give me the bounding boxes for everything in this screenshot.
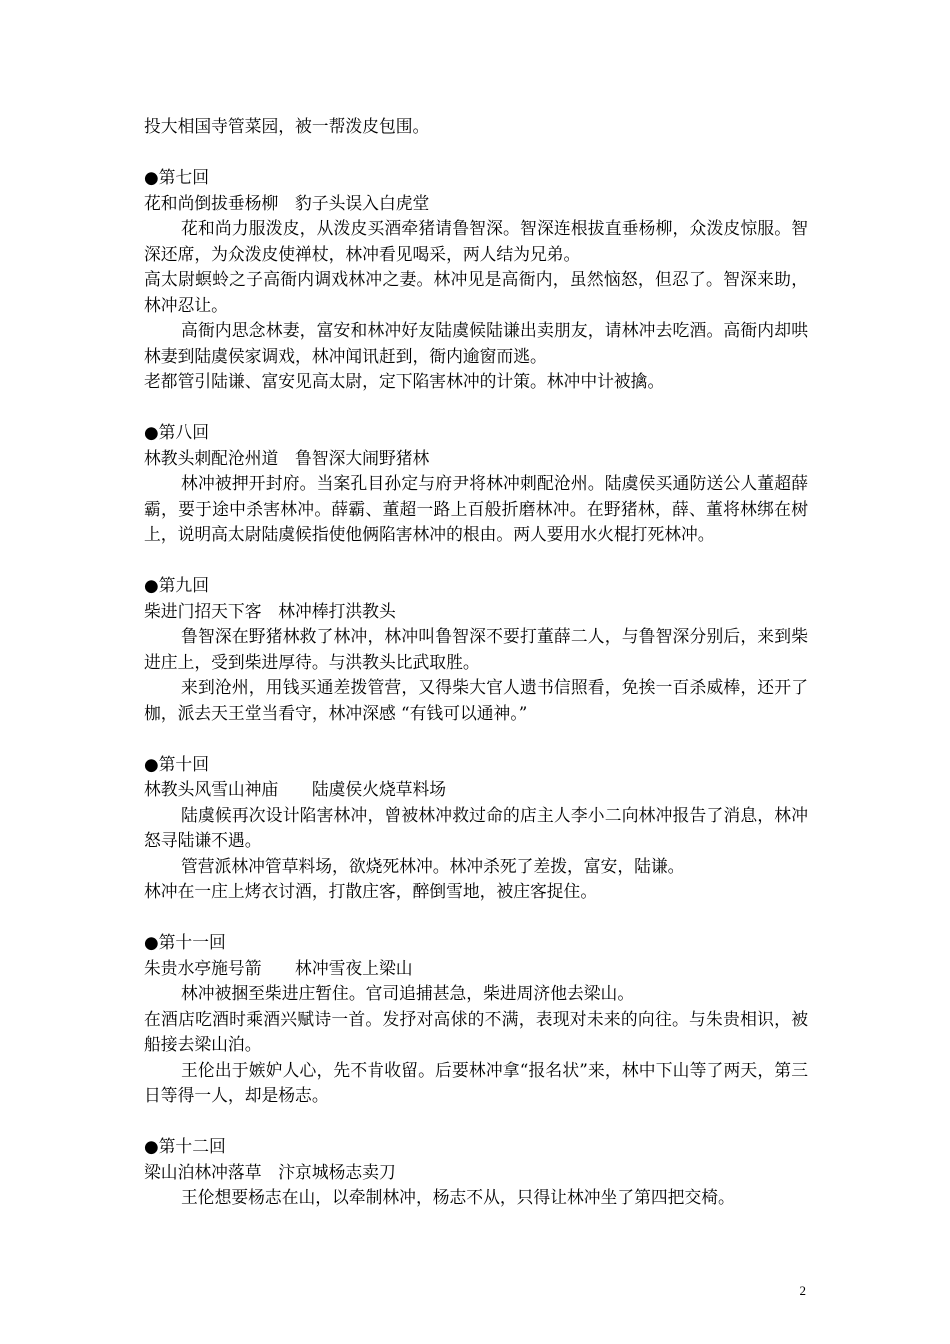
section-gap: [144, 905, 808, 931]
chapter-number: ●第七回: [144, 167, 209, 187]
chapter-title: 柴进门招天下客 林冲棒打洪教头: [144, 600, 396, 621]
chapter-section: [144, 1134, 808, 1211]
chapter-paragraph: 王伦出于嫉妒人心，先不肯收留。后要林冲拿“报名状”来，林中下山等了两天，第三日等得一人，却是杨志。: [144, 1059, 808, 1105]
chapter-paragraph: 鲁智深在野猪林救了林冲，林冲叫鲁智深不要打董薛二人，与鲁智深分别后，来到柴进庄上，受到柴进厚待。与洪教头比武取胜。: [144, 626, 808, 672]
chapter-section: [144, 930, 808, 1109]
chapter-paragraph: 林冲在一庄上烤衣讨酒，打散庄客，醉倒雪地，被庄客捉住。: [144, 881, 598, 901]
chapter-title: 林教头风雪山神庙 陆虞侯火烧草料场: [144, 779, 447, 799]
chapter-paragraph: 管营派林冲管草料场，欲烧死林冲。林冲杀死了差拨，富安，陆谦。: [181, 855, 685, 876]
chapter-number: ●第九回: [144, 575, 209, 595]
chapter-paragraph: 来到沧州，用钱买通差拨管营，又得柴大官人遗书信照看，免挨一百杀威棒，还开了枷，派去天王堂当看守，林冲深感 “有钱可以通神。”: [144, 677, 808, 723]
chapter-paragraph: 高衙内思念林妻，富安和林冲好友陆虞候陆谦出卖朋友，请林冲去吃酒。高衙内却哄林妻到陆虞侯家调戏，林冲闻讯赶到，衙内逾窗而逃。: [144, 320, 808, 366]
chapter-title: 梁山泊林冲落草 汴京城杨志卖刀: [144, 1161, 396, 1182]
chapter-number: ●第八回: [144, 422, 209, 442]
chapter-number: ●第十二回: [144, 1136, 226, 1156]
chapter-paragraph: 在酒店吃酒时乘酒兴赋诗一首。发抒对高俅的不满，表现对未来的向往。与朱贵相识，被船接去梁山泊。: [144, 1008, 808, 1054]
intro-line: 投大相国寺管菜园，被一帮泼皮包围。: [144, 116, 430, 136]
chapter-number: ●第十回: [144, 753, 209, 774]
chapter-list: [144, 165, 808, 1211]
chapter-title: 花和尚倒拔垂杨柳 豹子头误入白虎堂: [144, 192, 430, 213]
chapter-title: 朱贵水亭施号箭 林冲雪夜上梁山: [144, 957, 413, 978]
document-body: [144, 114, 808, 1211]
chapter-paragraph: 老都管引陆谦、富安见高太尉，定下陷害林冲的计策。林冲中计被擒。: [144, 371, 665, 391]
chapter-paragraph: 林冲被捆至柴进庄暂住。官司追捕甚急，柴进周济他去梁山。: [181, 983, 635, 1003]
chapter-paragraph: 陆虞候再次设计陷害林冲，曾被林冲救过命的店主人李小二向林冲报告了消息，林冲怒寻陆谦不遇。: [144, 804, 808, 850]
section-gap: [144, 548, 808, 574]
chapter-section: [144, 752, 808, 905]
chapter-title: 林教头刺配沧州道 鲁智深大闹野猪林: [144, 447, 430, 468]
section-gap: [144, 395, 808, 421]
chapter-section: [144, 420, 808, 548]
chapter-paragraph: 王伦想要杨志在山，以牵制林冲，杨志不从，只得让林冲坐了第四把交椅。: [181, 1187, 735, 1207]
section-gap: [144, 140, 808, 166]
chapter-section: [144, 165, 808, 395]
chapter-paragraph: 林冲被押开封府。当案孔目孙定与府尹将林冲刺配沧州。陆虞侯买通防送公人董超薛霸，要于途中杀害林冲。薛霸、董超一路上百般折磨林冲。在野猪林，薛、董将林绑在树上，说明高太尉陆虞候指使他俩陷害林冲的根由。两人要用水火棍打死林冲。: [144, 473, 808, 544]
page-number: 2: [799, 1283, 806, 1298]
chapter-paragraph: 高太尉螟蛉之子高衙内调戏林冲之妻。林冲见是高衙内，虽然恼怒，但忍了。智深来助，林冲忍让。: [144, 269, 808, 315]
chapter-section: [144, 573, 808, 726]
section-gap: [144, 726, 808, 752]
section-gap: [144, 1109, 808, 1135]
chapter-number: ●第十一回: [144, 932, 226, 952]
chapter-paragraph: 花和尚力服泼皮，从泼皮买酒牵猪请鲁智深。智深连根拔直垂杨柳，众泼皮惊服。智深还席，为众泼皮使禅杖，林冲看见喝采，两人结为兄弟。: [144, 218, 808, 264]
